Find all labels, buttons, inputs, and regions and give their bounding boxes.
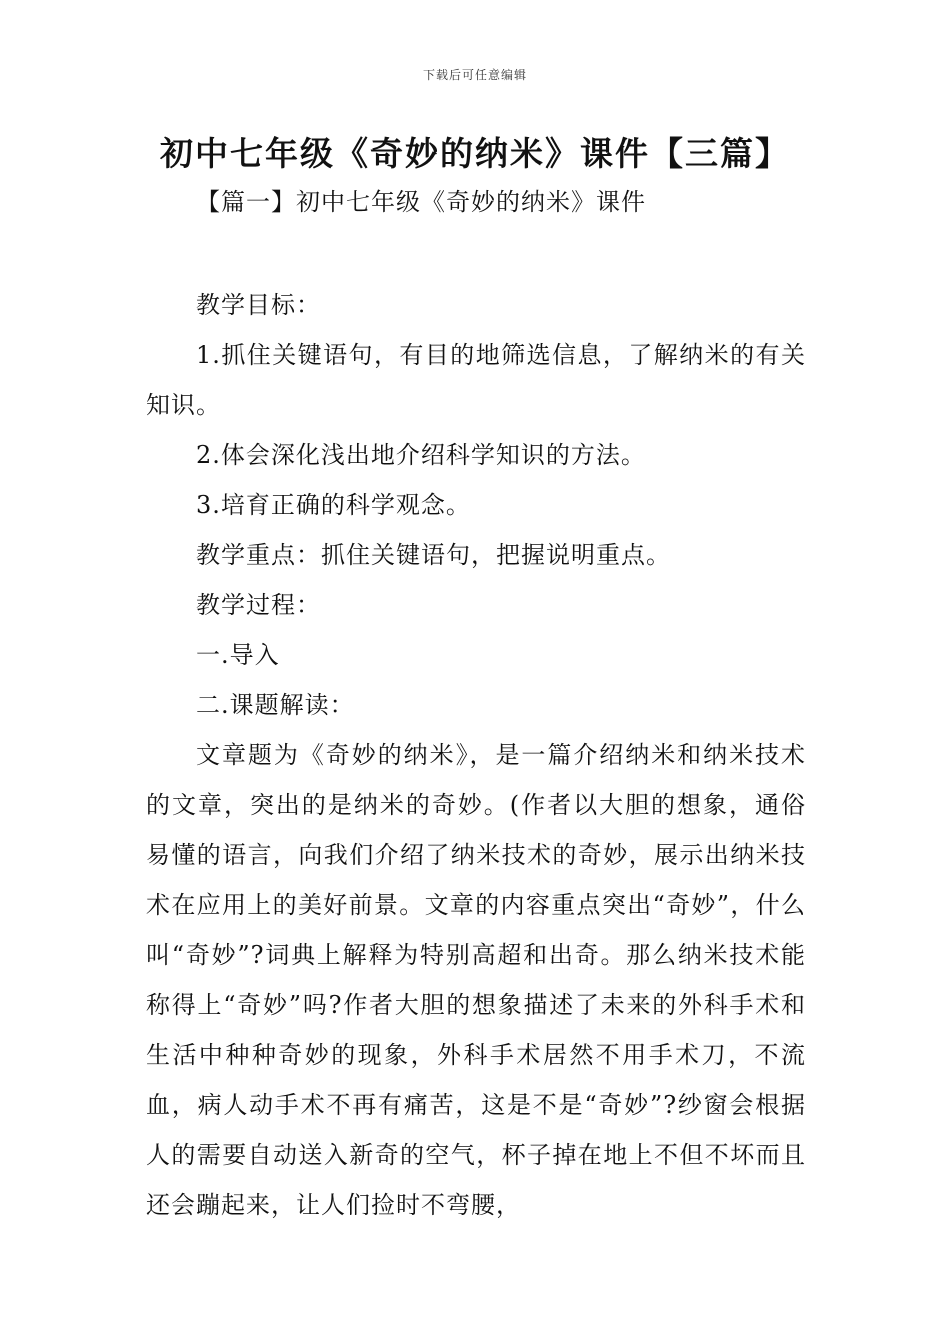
document-body: [146, 280, 806, 1230]
paragraph-objective-1: 1.抓住关键语句，有目的地筛选信息，了解纳米的有关知识。: [146, 341, 806, 419]
document-title: 初中七年级《奇妙的纳米》课件【三篇】: [160, 134, 790, 173]
paragraph-objective-3: 3.培育正确的科学观念。: [196, 491, 471, 519]
header-note: 下载后可任意编辑: [422, 68, 527, 82]
paragraph-key-points: 教学重点：抓住关键语句，把握说明重点。: [196, 541, 671, 569]
section-heading: 【篇一】初中七年级《奇妙的纳米》课件: [196, 188, 646, 216]
paragraph-process-heading: 教学过程：: [196, 591, 321, 619]
paragraph-step-2: 二.课题解读：: [196, 691, 355, 719]
paragraph-step-1: 一.导入: [196, 641, 280, 669]
paragraph-objectives-heading: 教学目标：: [196, 291, 321, 319]
paragraph-objective-2: 2.体会深化浅出地介绍科学知识的方法。: [196, 441, 646, 469]
paragraph-title-interpretation: 文章题为《奇妙的纳米》，是一篇介绍纳米和纳米技术的文章，突出的是纳米的奇妙。(作者以大胆的想象，通俗易懂的语言，向我们介绍了纳米技术的奇妙，展示出纳米技术在应用上的美好前景。文章的内容重点突出“奇妙”，什么叫“奇妙”?词典上解释为特别高超和出奇。那么纳米技术能称得上“奇妙”吗?作者大胆的想象描述了未来的外科手术和生活中种种奇妙的现象，外科手术居然不用手术刀，不流血，病人动手术不再有痛苦，这是不是“奇妙”?纱窗会根据人的需要自动送入新奇的空气，杯子掉在地上不但不坏而且还会蹦起来，让人们捡时不弯腰，: [146, 741, 806, 1219]
